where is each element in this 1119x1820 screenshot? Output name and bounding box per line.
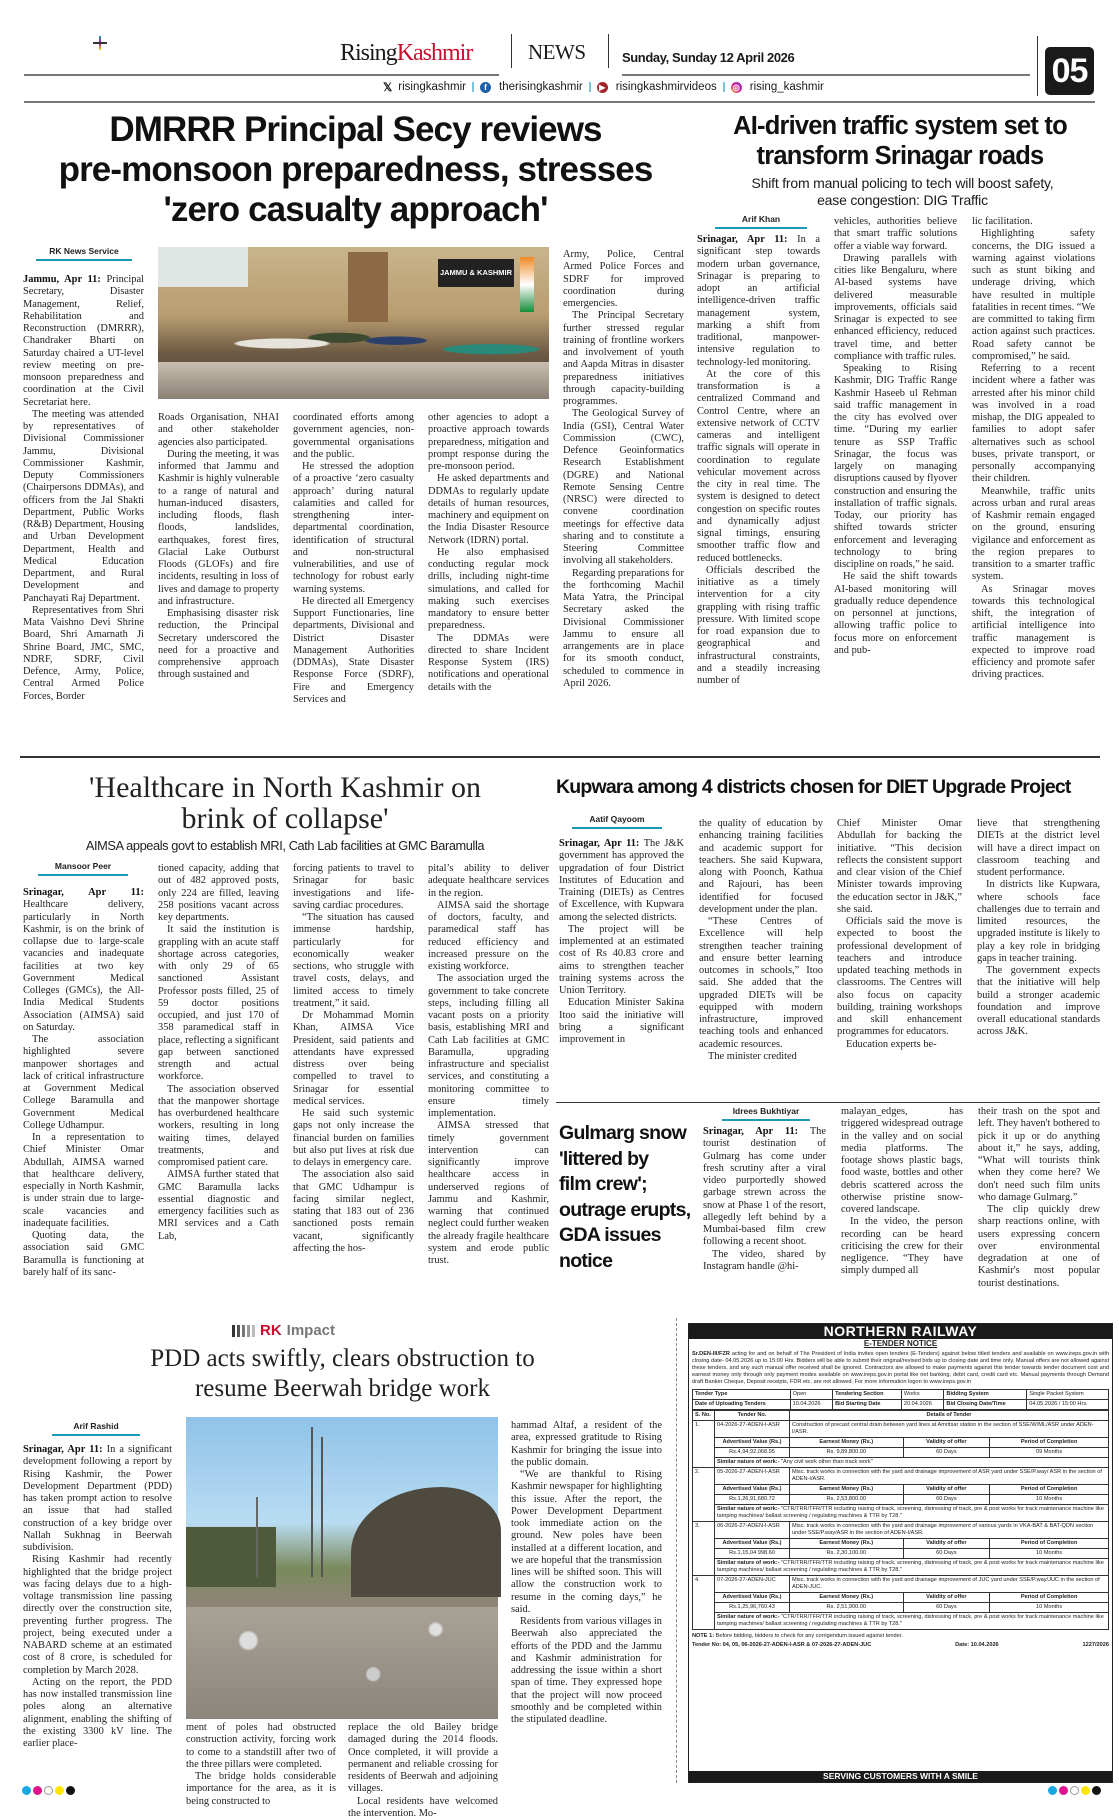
social-facebook[interactable]: therisingkashmir bbox=[499, 81, 583, 93]
logo-kashmir: Kashmir bbox=[397, 40, 473, 66]
tender-cell: "CTR/TRR/TFR/TTR including raising of track, screening, distressing of track, pre & post works for track maintenance machine like tamping machines/ ballast screening / regulating machines & TTR by T28." bbox=[717, 1614, 1104, 1627]
social-links bbox=[383, 80, 824, 94]
tender-cell: 60 Days bbox=[903, 1448, 990, 1458]
tender-cell: 3. bbox=[693, 1522, 715, 1576]
section-name: NEWS bbox=[528, 40, 586, 65]
tender-cell bbox=[903, 1593, 990, 1603]
article-column bbox=[293, 412, 414, 731]
byline: Mansoor Peer bbox=[38, 861, 128, 876]
tender-text: Bid Starting Date bbox=[835, 1401, 880, 1407]
paragraph bbox=[23, 274, 144, 409]
paragraph: The association highlighted severe manpower shortages and lack of critical infrastructure at Government Medical College Baramulla and Government Medical College Udhampur. bbox=[23, 1034, 144, 1132]
tender-cell: 10 Months bbox=[990, 1495, 1109, 1505]
paragraph: The government expects that the initiative will help build a stronger academic foundation and improve overall educational standards across J&K. bbox=[977, 965, 1100, 1039]
article-column bbox=[841, 1106, 963, 1298]
paragraph: forcing patients to travel to Srinagar for basic investigations and life-saving cardiac procedures. bbox=[293, 863, 414, 912]
tender-cell bbox=[693, 1593, 1109, 1603]
tender-cell bbox=[790, 1593, 904, 1603]
kicker-label: Impact bbox=[287, 1322, 335, 1339]
tender-cell: Similar nature of work:- bbox=[717, 1506, 779, 1512]
paragraph: the quality of education by enhancing training facilities and academic support for teachers. She said Kupwara, along with Poonch, Kathua and Rajouri, has been identified for focused development under the plan. bbox=[699, 818, 823, 916]
tender-cell: Rs. 2,53,800.00 bbox=[790, 1495, 904, 1505]
headline-line: brink of collapse' bbox=[20, 803, 550, 834]
article-column bbox=[511, 1420, 662, 1772]
tender-cell: Validity of offer bbox=[926, 1594, 966, 1600]
column-divider bbox=[676, 1318, 677, 1783]
tender-cell: 05-2026-27-ADEN-I-ASR bbox=[715, 1468, 790, 1485]
dateline: Srinagar, Apr 11: bbox=[697, 234, 788, 245]
rk-impact-kicker bbox=[232, 1322, 335, 1339]
paragraph-text: The J&K government has approved the upgradation of four District Institutes of Education and Training (DIETs) as Centres of Excellence, with Kupwara among the selected districts. bbox=[559, 838, 684, 923]
tender-cell: Rs.1,15,04 998.60 bbox=[715, 1549, 790, 1559]
paragraph: The bridge holds considerable importance for the area, as it is being constructed to bbox=[186, 1771, 336, 1808]
tender-cell bbox=[715, 1411, 790, 1421]
tender-cell bbox=[790, 1485, 904, 1495]
tender-cell: Construction of precast central drain between yard lines at Amritsar station in the section of SSE/W/ML/ASR under ADEN-I/ASR. bbox=[790, 1421, 1109, 1438]
paragraph bbox=[703, 1126, 826, 1249]
meeting-photo bbox=[158, 247, 549, 399]
paragraph: It said the institution is grappling with an acute staff shortage across categories, with only 29 of 65 sanctioned Assistant Professor posts filled, 25 of 59 doctor positions occupied, and just 170 of 358 paramedical staff in place, reflecting a significant gap between sanctioned strength and actual workforce. bbox=[158, 924, 279, 1083]
tender-cell: Validity of offer bbox=[926, 1486, 966, 1492]
tender-cell: 04-2026-27-ADEN-I-ASR bbox=[715, 1421, 790, 1438]
tender-cell bbox=[693, 1505, 1109, 1522]
dateline: Srinagar, Apr 11: bbox=[703, 1126, 798, 1137]
tender-text: Tender Type bbox=[695, 1391, 727, 1397]
paragraph: He said the shift towards AI-based monitoring will gradually reduce dependence on personnel at junctions, allowing traffic police to focus more on enforcement and pub- bbox=[834, 571, 957, 657]
tender-cell bbox=[790, 1539, 904, 1549]
headline bbox=[20, 772, 550, 834]
tender-cell: 07-2026-27-ADEN-JUC bbox=[715, 1576, 790, 1593]
tender-text: NOTE 1: bbox=[692, 1633, 714, 1639]
tender-cell bbox=[715, 1613, 1109, 1630]
paragraph: Regarding preparations for the forthcoming Machil Mata Yatra, the Principal Secretary asked the Divisional Commissioner Jammu to ensure all arrangements are in place for its smooth conduct, scheduled to commence in April 2026. bbox=[563, 568, 684, 691]
paragraph-text: Healthcare delivery, particularly in North Kashmir, is on the brink of collapse due to large-scale vacancies and inadequate facilities at two key Government Medical Colleges (GMCs), the All-India Medical Students Association (AIMSA) said on Saturday. bbox=[23, 899, 144, 1033]
tender-cell bbox=[693, 1613, 1109, 1630]
headline bbox=[70, 1344, 615, 1404]
tender-cell: Rs. 9,89,800.00 bbox=[790, 1448, 904, 1458]
tender-note bbox=[692, 1633, 1109, 1640]
paragraph: Chief Minister Omar Abdullah for backing the initiative. “This decision reflects the consistent support and clear vision of the Chief Minister towards improving the education sector in J&K,” she said. bbox=[837, 818, 962, 916]
paragraph: pital’s ability to deliver adequate healthcare services in the region. bbox=[428, 863, 549, 900]
headline-line: DMRRR Principal Secy reviews bbox=[18, 110, 693, 150]
paragraph-text: The tourist destination of Gulmarg has come under fresh scrutiny after a viral video purportedly showed garbage strewn across the snow at Phase 1 of the resort, allegedly left behind by a Mumbai-based film crew following a recent shoot. bbox=[703, 1126, 826, 1247]
tender-cell: Earnest Money (Rs.) bbox=[819, 1486, 873, 1492]
article-column bbox=[703, 1126, 826, 1298]
tender-cell: "CTR/TRR/TFR/TTR including raising of track, screening, distressing of track, pre & post works for track maintenance machine like tamping machines/ ballast screening / regulating machines & TTR by T28." bbox=[717, 1506, 1104, 1519]
paragraph-text: In a significant step towards modern urban governance, Srinagar is preparing to adopt an artificial intelligence-driven traffic management system, marking a shift from traditional, manpower-intensive regulation to technology-led monitoring. bbox=[697, 234, 820, 368]
paragraph: lic facilitation. bbox=[972, 216, 1095, 228]
paragraph: Officials said the move is expected to boost the professional development of teachers and introduce updated teaching methods in classrooms. The Centres will also focus on capacity building, training workshops and skill enhancement programmes for educators. bbox=[837, 916, 962, 1039]
paragraph: Local residents have welcomed the intervention. Mo- bbox=[348, 1796, 498, 1820]
paragraph: He directed all Emergency Support Functionaries, line departments, Divisional and District Disaster Management Authorities (DDMAs), State Disaster Response Force (SDRF), Fire and Emergency Services and bbox=[293, 596, 414, 706]
paragraph: lieve that strengthening DIETs at the district level will have a direct impact on classroom teaching and student performance. bbox=[977, 818, 1100, 879]
headline-line: film crew'; bbox=[559, 1172, 694, 1198]
paragraph: Rising Kashmir had recently highlighted that the bridge project was facing delays due to a high-voltage transmission line passing directly over the construction site, preventing further progress. The project, being executed under a NABARD scheme at an estimated cost of 8 crore, is scheduled for completion by March 2028. bbox=[23, 1554, 172, 1677]
tender-title: NORTHERN RAILWAY bbox=[689, 1324, 1112, 1339]
article-column bbox=[186, 1722, 336, 1772]
tender-cell bbox=[790, 1438, 904, 1448]
tender-cell bbox=[693, 1448, 1109, 1458]
section-divider bbox=[556, 1102, 1100, 1103]
subheadline: Shift from manual policing to tech will boost safety, ease congestion: DIG Traffic bbox=[735, 175, 1070, 209]
tender-cell: Advertised Value (Rs.) bbox=[722, 1439, 781, 1445]
tender-cell bbox=[903, 1485, 990, 1495]
paragraph: ment of poles had obstructed construction activity, forcing work to come to a standstill after two of the three pillars were completed. bbox=[186, 1722, 336, 1771]
page-number: 05 bbox=[1045, 47, 1094, 95]
article-column bbox=[23, 274, 144, 731]
headline-line: transform Srinagar roads bbox=[695, 141, 1105, 171]
paragraph: AIMSA said the shortage of doctors, faculty, and paramedical staff has reduced efficiency and increased pressure on the existing workforce. bbox=[428, 900, 549, 974]
paragraph bbox=[559, 838, 684, 924]
tender-text: Date of Uploading Tenders bbox=[695, 1401, 766, 1407]
paragraph-text: In a significant development following a report by Rising Kashmir, the Power Development Department (PDD) has taken prompt action to resolve an issue that had stalled construction of a key bridge over Nallah Sukhnag in Beerwah subdivision. bbox=[23, 1444, 172, 1553]
paragraph: In districts like Kupwara, where schools face challenges due to terrain and limited resources, the upgraded institute is likely to play a key role in bridging gaps in teacher training. bbox=[977, 879, 1100, 965]
paragraph: vehicles, authorities believe that smart traffic solutions offer a viable way forward. bbox=[834, 216, 957, 253]
tender-cell bbox=[715, 1559, 1109, 1576]
paragraph: Quoting data, the association said GMC Baramulla is functioning at barely half of its sanc- bbox=[23, 1230, 144, 1279]
tender-cell bbox=[990, 1438, 1109, 1448]
tender-cell: Validity of offer bbox=[926, 1439, 966, 1445]
youtube-icon: ▶ bbox=[597, 82, 608, 93]
tender-subtitle: E-TENDER NOTICE bbox=[692, 1339, 1109, 1349]
tender-text: 20.04.2026 bbox=[901, 1400, 944, 1410]
tender-text: Single Packet System bbox=[1027, 1390, 1109, 1400]
byline: RK News Service bbox=[36, 246, 132, 261]
dateline: Srinagar, Apr 11: bbox=[559, 838, 639, 849]
tender-cell bbox=[693, 1539, 1109, 1549]
tender-cell bbox=[990, 1485, 1109, 1495]
tender-cell bbox=[715, 1438, 790, 1448]
paragraph: The video, shared by Instagram handle @hi- bbox=[703, 1249, 826, 1274]
tender-text: Bidding System bbox=[946, 1391, 988, 1397]
article-column bbox=[559, 838, 684, 1098]
paragraph: other agencies to adopt a proactive approach towards preparedness, mitigation and prompt response during the pre-monsoon period. bbox=[428, 412, 549, 473]
headline bbox=[695, 111, 1105, 171]
paragraph: The association also said that GMC Udhampur is facing similar neglect, stating that 183 out of 236 sanctioned posts remain vacant, significantly affecting the hos- bbox=[293, 1169, 414, 1255]
paragraph: The association observed that the manpower shortage has overburdened healthcare workers, resulting in long waiting times, delayed treatments, and compromised patient care. bbox=[158, 1084, 279, 1170]
article-column bbox=[977, 818, 1100, 1098]
article-column bbox=[699, 818, 823, 1098]
tender-cell: Misc. track works in connection with the yard and drainage improvement of JUC yard under SSE/P.way/JUC in the section of ADEN-JUC. bbox=[790, 1576, 1109, 1593]
tender-cell: Rs.1,26,91,680.72 bbox=[715, 1495, 790, 1505]
headline-line: 'Healthcare in North Kashmir on bbox=[20, 772, 550, 803]
tender-cell: Period of Completion bbox=[1021, 1594, 1078, 1600]
tender-cell bbox=[693, 1438, 1109, 1448]
color-registration-strip bbox=[1048, 1786, 1101, 1795]
byline: Idrees Bukhtiyar bbox=[722, 1106, 810, 1121]
tender-cell: 4. bbox=[693, 1576, 715, 1630]
article-column bbox=[158, 863, 279, 1293]
paragraph: Dr Mohammad Momin Khan, AIMSA Vice President, said patients and attendants have expressed distress over being compelled to travel to Srinagar for essential medical services. bbox=[293, 1010, 414, 1108]
paragraph bbox=[697, 234, 820, 369]
tender-text: Before bidding, bidders to check for any corrigendum issued against tender. bbox=[714, 1633, 903, 1639]
paragraph: Meanwhile, traffic units across urban and rural areas of Kashmir remain engaged on the ground, ensuring vigilance and enforcement as the region prepares to transition to a smarter traffic system. bbox=[972, 486, 1095, 584]
tender-cell bbox=[693, 1495, 1109, 1505]
paragraph: “The situation has caused immense hardship, particularly for economically weaker sections, who struggle with travel costs, delays, and limited access to timely treatment,” it said. bbox=[293, 912, 414, 1010]
headline-line: AI-driven traffic system set to bbox=[695, 111, 1105, 141]
tender-cell bbox=[693, 1411, 715, 1421]
issue-date: Sunday, Sunday 12 April 2026 bbox=[622, 50, 794, 65]
tender-cell: "Any civil work other than track work" bbox=[779, 1459, 872, 1465]
paragraph: tioned capacity, adding that out of 482 approved posts, only 224 are filled, leaving 258 positions vacant across key departments. bbox=[158, 863, 279, 924]
paragraph: The Geological Survey of India (GSI), Central Water Commission (CWC), Defence Geoinformatics Research Establishment (DGRE) and National Remote Sensing Centre (NRSC) were directed to convene coordination meetings for effective data sharing and to constitute a Steering Committee involving all stakeholders. bbox=[563, 408, 684, 567]
tender-cell: Misc. track works in connection with the yard and drainage improvement of various yards in VKA-BAT & BAT-QDN section under SSE/P.way/ASR in the section of ADEN-I/ASR. bbox=[790, 1522, 1109, 1539]
tender-cell: Earnest Money (Rs.) bbox=[819, 1540, 873, 1546]
registration-mark bbox=[93, 36, 107, 50]
tender-intro-text: acting for and on behalf of The President of India invites open tenders (E-Tenders) against below titled tenders and available on www.ireps.gov.in with closing date- 04.05.2026 up to 15:00 Hrs. Bidders will be able to submit their original/revised bids up to closing date and time only. Manual offers are not allowed against these tenders, and any such manual offer received shall be ignored. Contractors are allowed to make payments against this tender towards tender document cost and earnest money only through only payment modes available on www.ireps.gov.in portal like net banking, debit card, credit card etc. Manual payments through Demand draft Banker Cheque, Deposit receipts, FDR etc. are not allowed. For more information logon to www.ireps.gov.in bbox=[692, 1351, 1109, 1385]
tender-cell bbox=[693, 1458, 1109, 1468]
tender-cell bbox=[990, 1539, 1109, 1549]
tender-cell: Advertised Value (Rs.) bbox=[722, 1486, 781, 1492]
headline-line: pre-monsoon preparedness, stresses bbox=[18, 150, 693, 190]
paragraph: Officials described the initiative as a timely intervention for a city grappling with rising traffic pressure. With limited scope for road expansion due to geographical and infrastructural constraints, and a steadily increasing number of bbox=[697, 565, 820, 688]
article-column bbox=[348, 1722, 498, 1772]
x-icon: 𝕏 bbox=[383, 80, 392, 94]
paragraph: Roads Organisation, NHAI and other stakeholder agencies also participated. bbox=[158, 412, 279, 449]
tender-footer bbox=[692, 1642, 1109, 1649]
tender-cell bbox=[693, 1485, 1109, 1495]
tender-items-table bbox=[692, 1410, 1109, 1630]
paragraph: The clip quickly drew sharp reactions online, with users expressing concern over environmental degradation at one of Kashmir's most popular tourist destinations. bbox=[978, 1204, 1100, 1290]
paragraph: During the meeting, it was informed that Jammu and Kashmir is highly vulnerable to a range of natural and human-induced disasters, including floods, flash floods, landslides, earthquakes, forest fires, Glacial Lake Outburst Floods (GLOFs) and fire incidents, resulting in loss of lives and damage to property and infrastructure. bbox=[158, 449, 279, 608]
paragraph: replace the old Bailey bridge damaged during the 2014 floods. Once completed, it will provide a permanent and reliable crossing for residents of Beerwah and adjoining villages. bbox=[348, 1722, 498, 1796]
tender-text: 10.04.2026 bbox=[790, 1400, 833, 1410]
tender-cell: 60 Days bbox=[903, 1495, 990, 1505]
paragraph: Highlighting safety concerns, the DIG issued a warning against violations such as stunt biking and underage driving, which have resulted in multiple fatalities in recent times. “We are committed to taking firm action against such practices. Road safety cannot be compromised,” he said. bbox=[972, 228, 1095, 363]
paragraph: In a representation to Chief Minister Omar Abdullah, AIMSA warned that healthcare delivery, especially in North Kashmir, is under strain due to large-scale vacancies and inadequate facilities. bbox=[23, 1132, 144, 1230]
tender-text: Works bbox=[901, 1390, 944, 1400]
paragraph: their trash on the spot and left. They haven't bothered to pick it up or do anything about it,” he says, adding, “What will tourists think when they come here? We don't need such film units who damage Gulmarg.” bbox=[978, 1106, 1100, 1204]
article-column bbox=[428, 863, 549, 1293]
headline-line: Gulmarg snow bbox=[559, 1121, 694, 1147]
paragraph: He said such systemic gaps not only increase the financial burden on families but also put lives at risk due to delays in emergency care. bbox=[293, 1108, 414, 1169]
paragraph-text: Principal Secretary, Disaster Management, Relief, Rehabilitation and Reconstruction (DMRRR), Chandraker Bharti on Saturday chaired a UT-level review meeting on pre-monsoon preparedness and coordination at the Civil Secretariat here. bbox=[23, 274, 144, 408]
paragraph bbox=[23, 1444, 172, 1554]
kicker-bars-icon bbox=[232, 1325, 255, 1337]
tender-text: 04.05.2026 / 15:00 Hrs. bbox=[1027, 1400, 1109, 1410]
tender-cell bbox=[693, 1411, 1109, 1421]
tender-text: 1227/2026 bbox=[1083, 1642, 1109, 1649]
paragraph: The DDMAs were directed to share Incident Response System (IRS) notifications and operational details with the bbox=[428, 633, 549, 694]
color-registration-strip bbox=[22, 1786, 75, 1795]
headline-line: 'zero casualty approach' bbox=[18, 190, 693, 230]
tender-cell bbox=[715, 1458, 1109, 1468]
paragraph: Education experts be- bbox=[837, 1039, 962, 1051]
article-column bbox=[23, 887, 144, 1293]
tender-text: Bid Closing Date/Time bbox=[946, 1401, 1005, 1407]
paragraph: hammad Altaf, a resident of the area, expressed gratitude to Rising Kashmir for bringing the issue into the public domain. bbox=[511, 1420, 662, 1469]
headline-line: notice bbox=[559, 1249, 694, 1275]
tender-cell: 60 Days bbox=[903, 1549, 990, 1559]
article-column bbox=[972, 216, 1095, 720]
byline: Aatif Qayoom bbox=[572, 814, 662, 829]
headline bbox=[559, 1121, 694, 1274]
article-column bbox=[837, 818, 962, 1098]
section-divider bbox=[20, 756, 1100, 758]
tender-cell: 1. bbox=[693, 1421, 715, 1468]
article-column bbox=[158, 412, 279, 731]
paragraph: Representatives from Shri Mata Vaishno Devi Shrine Board, Shri Amarnath Ji Shrine Board, JMC, SMC, NDRF, SDRF, Civil Defence, Army, Police, Central Armed Police Forces, Border bbox=[23, 605, 144, 703]
tender-cell bbox=[715, 1539, 790, 1549]
instagram-icon: ◎ bbox=[731, 82, 742, 93]
tender-cell bbox=[990, 1593, 1109, 1603]
tender-text: Tendering Section bbox=[835, 1391, 883, 1397]
paragraph: As Srinagar moves towards this technological shift, the integration of artificial intelligence into traffic management is expected to improve road efficiency and promote safer driving practices. bbox=[972, 584, 1095, 682]
tender-cell: 09 Months bbox=[990, 1448, 1109, 1458]
dateline: Srinagar, Apr 11: bbox=[23, 887, 144, 898]
paragraph: In the video, the person recording can be heard criticising the crew for their negligence. “They have simply dumped all bbox=[841, 1216, 963, 1277]
tender-text: Date: 10.04.2026 bbox=[955, 1642, 999, 1649]
tender-cell bbox=[693, 1559, 1109, 1576]
tender-cell: Similar nature of work:- bbox=[717, 1560, 779, 1566]
jammu-kashmir-sign: JAMMU & KASHMIR bbox=[438, 259, 514, 287]
tender-cell bbox=[693, 1549, 1109, 1559]
tender-slogan: SERVING CUSTOMERS WITH A SMILE bbox=[689, 1771, 1112, 1782]
headline-line: 'littered by bbox=[559, 1147, 694, 1173]
tender-cell: 06-2026-27-ADEN-I-ASR bbox=[715, 1522, 790, 1539]
headline-line: outrage erupts, bbox=[559, 1198, 694, 1224]
paragraph: malayan_edges, has triggered widespread outrage in the valley and on social media platforms. The footage shows plastic bags, food waste, bottles and other debris scattered across the otherwise pristine snow-covered landscape. bbox=[841, 1106, 963, 1216]
paragraph: Speaking to Rising Kashmir, DIG Traffic Range Kashmir Haseeb ul Rehman said traffic management in the city has evolved over time. “During my earlier tenure as SSP Traffic Srinagar, the focus was largely on managing disruptions caused by flyover construction and ensuring the installation of traffic signals. Today, our priority has shifted towards stricter enforcement and leveraging technology to bring discipline on roads,” he said. bbox=[834, 363, 957, 571]
tender-cell bbox=[903, 1539, 990, 1549]
paragraph: “These Centres of Excellence will help strengthen teacher training and ensure better learning outcomes in schools,” Itoo said. She added that the upgraded DIETs will be equipped with modern infrastructure, improved teaching tools and enhanced academic resources. bbox=[699, 916, 823, 1051]
tender-cell bbox=[715, 1505, 1109, 1522]
paragraph: The minister credited bbox=[699, 1051, 823, 1063]
tender-cell: Earnest Money (Rs.) bbox=[819, 1594, 873, 1600]
headline-line: resume Beerwah bridge work bbox=[70, 1374, 615, 1404]
tender-cell: Similar nature of work:- bbox=[717, 1614, 779, 1620]
tender-issuer: Sr.DEN-III/FZR bbox=[692, 1351, 730, 1357]
paragraph: Emphasising disaster risk reduction, the Principal Secretary underscored the need for a proactive and comprehensive approach through sustained and bbox=[158, 608, 279, 682]
paragraph: coordinated efforts among government agencies, non-governmental organisations and the public. bbox=[293, 412, 414, 461]
paragraph: He stressed the adoption of a proactive ‘zero casualty approach’ during natural calamities and called for strengthening inter-departmental coordination, identification of structural and non-structural vulnerabilities, and use of technology for robust early warning systems. bbox=[293, 461, 414, 596]
article-column bbox=[23, 1444, 172, 1772]
logo-rising: Rising bbox=[340, 40, 397, 66]
social-x[interactable]: risingkashmir bbox=[398, 81, 466, 93]
paragraph: AIMSA further stated that GMC Baramulla lacks essential diagnostic and emergency facilities such as MRI services and a Cath Lab, bbox=[158, 1169, 279, 1243]
byline: Arif Khan bbox=[715, 214, 807, 229]
tender-cell: Earnest Money (Rs.) bbox=[819, 1439, 873, 1445]
tender-row bbox=[693, 1576, 1109, 1593]
article-column bbox=[563, 249, 684, 731]
tender-cell: Details of Tender bbox=[927, 1412, 972, 1418]
paragraph: Residents from various villages in Beerwah also appreciated the efforts of the PDD and the Jammu and Kashmir administration for addressing the issue within a short span of time. They expressed hope that the project will now proceed smoothly and be completed within the stipulated deadline. bbox=[511, 1616, 662, 1726]
tender-cell: Tender No. bbox=[738, 1412, 767, 1418]
tender-cell: 2. bbox=[693, 1468, 715, 1522]
article-column bbox=[428, 412, 549, 731]
tender-row bbox=[693, 1468, 1109, 1485]
article-column bbox=[293, 863, 414, 1293]
dateline: Srinagar, Apr 11: bbox=[23, 1444, 103, 1455]
subheadline: AIMSA appeals govt to establish MRI, Cath Lab facilities at GMC Baramulla bbox=[20, 838, 550, 853]
bridge-site-photo bbox=[186, 1417, 498, 1719]
paragraph: Education Minister Sakina Itoo said the initiative will bring a significant improvement in bbox=[559, 997, 684, 1046]
tender-cell: Advertised Value (Rs.) bbox=[722, 1540, 781, 1546]
tender-cell bbox=[790, 1411, 1109, 1421]
paragraph: The association urged the government to take concrete steps, including filling all vacant posts on a priority basis, establishing MRI and Cath Lab facilities at GMC Baramulla, upgrading infrastructure and specialist services, and constituting a monitoring committee to ensure timely implementation. bbox=[428, 973, 549, 1120]
paragraph: AIMSA stressed that timely government intervention can significantly improve healthcare access in underserved regions of Jammu and Kashmir, warning that continued neglect could further weaken the already fragile healthcare system and erode public trust. bbox=[428, 1120, 549, 1267]
tender-cell: Rs.4,94,92,068.95 bbox=[715, 1448, 790, 1458]
paragraph: He asked departments and DDMAs to regularly update details of human resources, machinery and equipment on the India Disaster Resource Network (IDRN) portal. bbox=[428, 473, 549, 547]
tender-meta-table bbox=[692, 1389, 1109, 1410]
kicker-rk: RK bbox=[260, 1322, 282, 1339]
tender-cell bbox=[715, 1593, 790, 1603]
article-column bbox=[697, 234, 820, 720]
tender-text: Tender No: 04, 05, 06-2026-27-ADEN-I-ASR & 07-2026-27-ADEN-JUC bbox=[692, 1642, 871, 1649]
headline-line: PDD acts swiftly, clears obstruction to bbox=[70, 1344, 615, 1374]
paragraph: Drawing parallels with cities like Bengaluru, where AI-based systems have delivered measurable improvements, officials said Srinagar is expected to see enhanced efficiency, reduced travel time, and better compliance with traffic rules. bbox=[834, 253, 957, 363]
tender-cell: Period of Completion bbox=[1021, 1439, 1078, 1445]
tender-cell: Validity of offer bbox=[926, 1540, 966, 1546]
tender-cell: 10 Months bbox=[990, 1603, 1109, 1613]
tender-cell: "CTR/TRR/TFR/TTR including raising of track, screening, distressing of track, pre & post works for track maintenance machine like tamping machines/ ballast screening / regulating machines & TTR by T28." bbox=[717, 1560, 1104, 1573]
article-column bbox=[978, 1106, 1100, 1298]
paragraph: Referring to a recent incident where a father was arrested after his minor child was involved in a road mishap, the DIG appealed to families to adopt safer alternatives such as school buses, private transport, or personally accompanying their children. bbox=[972, 363, 1095, 486]
headline-line: GDA issues bbox=[559, 1223, 694, 1249]
tender-cell: Similar nature of work:- bbox=[717, 1459, 779, 1465]
social-instagram[interactable]: rising_kashmir bbox=[750, 81, 824, 93]
tender-cell: Advertised Value (Rs.) bbox=[722, 1594, 781, 1600]
tender-cell bbox=[693, 1603, 1109, 1613]
tender-text: Open bbox=[790, 1390, 833, 1400]
tender-cell: Rs. 2,51,900.00 bbox=[790, 1603, 904, 1613]
paragraph: The project will be implemented at an estimated cost of Rs 40.83 crore and aims to strengthen teacher training systems across the Union Territory. bbox=[559, 924, 684, 998]
paragraph: He also emphasised conducting regular mock drills, including night-time simulations, and called for making such exercises mandatory to ensure better preparedness. bbox=[428, 547, 549, 633]
dateline: Jammu, Apr 11: bbox=[23, 274, 101, 285]
tender-cell: Period of Completion bbox=[1021, 1486, 1078, 1492]
tender-cell: S. No. bbox=[695, 1412, 711, 1418]
paragraph bbox=[23, 887, 144, 1034]
tender-row bbox=[693, 1522, 1109, 1539]
paragraph: The meeting was attended by representatives of Divisional Commissioner Jammu, Divisional Commissioner Kashmir, Deputy Commissioners (Chairpersons DDMAs), and officers from the Jal Shakti Department, Public Works (R&B) Department, Housing and Urban Development Department, Health and Medical Education Department, and Rural Development and Panchayati Raj Department. bbox=[23, 409, 144, 605]
logo bbox=[340, 40, 472, 67]
tender-intro bbox=[692, 1351, 1109, 1386]
byline: Arif Rashid bbox=[52, 1421, 140, 1436]
social-youtube[interactable]: risingkashmirvideos bbox=[616, 81, 717, 93]
paragraph: Acting on the report, the PDD has now installed transmission line poles along an alternative alignment, enabling the shifting of the existing 3300 kV line. The earlier place- bbox=[23, 1677, 172, 1751]
tender-cell: Period of Completion bbox=[1021, 1540, 1078, 1546]
railway-tender-ad bbox=[688, 1323, 1113, 1783]
headline bbox=[18, 110, 693, 230]
facebook-icon: f bbox=[480, 82, 491, 93]
tender-cell: 60 Days bbox=[903, 1603, 990, 1613]
tender-cell: Rs. 2,30,100.00 bbox=[790, 1549, 904, 1559]
tender-cell: Rs.1,25,96,760.43 bbox=[715, 1603, 790, 1613]
tender-cell bbox=[903, 1438, 990, 1448]
paragraph: At the core of this transformation is a centralized Command and Control Centre, where an extensive network of CCTV cameras and intelligent traffic signals will operate in coordination to regulate vehicular movement across the city in real time. The system is designed to detect congestion on specific routes and dynamically adjust signal timings, ensuring smoother traffic flow and reduced bottlenecks. bbox=[697, 369, 820, 565]
tender-cell: 10 Months bbox=[990, 1549, 1109, 1559]
paragraph: “We are thankful to Rising Kashmir newspaper for highlighting this issue. After the report, the Power Development Department took immediate action on the ground. New poles have been installed at a different location, and we are hopeful that the transmission lines will be shifted soon. This will allow the construction work to resume in the coming days,” he said. bbox=[511, 1469, 662, 1616]
paragraph: Army, Police, Central Armed Police Forces and SDRF for improved coordination during emergencies. bbox=[563, 249, 684, 310]
tender-cell: Misc. track works in connection with the yard and drainage improvement of ASR yard under SSE/P.way/ ASR in the section of ADEN-I/ASR. bbox=[790, 1468, 1109, 1485]
tender-row bbox=[693, 1421, 1109, 1438]
article-column bbox=[834, 216, 957, 720]
paragraph: The Principal Secretary further stressed regular training of frontline workers and involvement of youth and Aapda Mitras in disaster preparedness initiatives through capacity-building programmes. bbox=[563, 310, 684, 408]
headline: Kupwara among 4 districts chosen for DIET Upgrade Project bbox=[556, 776, 1106, 799]
tender-cell bbox=[715, 1485, 790, 1495]
